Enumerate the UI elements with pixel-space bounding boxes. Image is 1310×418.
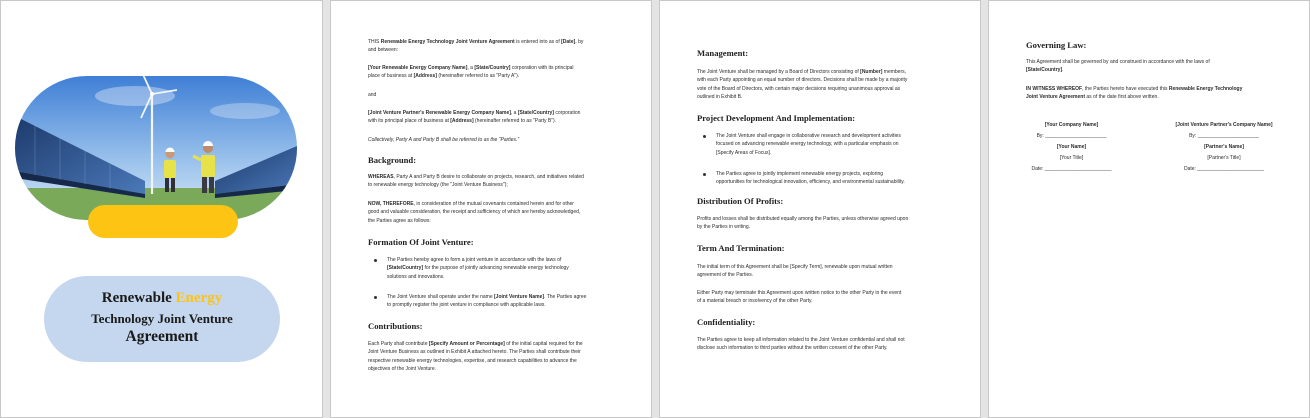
project-bullet-2: The Parties agree to jointly implement renewable energy projects, exploring opportunities for technological innovation, efficiency, and environmental sustainability.	[716, 171, 905, 186]
yellow-accent-pill	[88, 205, 238, 238]
solar-farm-photo	[15, 76, 297, 220]
whereas-paragraph: WHEREAS, Party A and Party B desire to collaborate on projects, research, and initiatives related to renewable energy technology (the "Joint Venture Business");	[368, 174, 584, 189]
sig-right-title: [Partner's Title]	[1207, 155, 1241, 161]
contributions-paragraph: Each Party shall contribute [Specify Amount or Percentage] of the initial capital required for the Joint Venture Business as outlined in Exhibit A attached hereto. The Parties shall contribute their respective renewable energy technologies, expertise, and research capabilities to advance the objectives of the Joint Venture.	[368, 341, 583, 373]
bullet-icon	[703, 173, 706, 176]
formation-bullet-2: The Joint Venture shall operate under the name [Joint Venture Name]. The Parties agree to promptly register the joint venture in compliance with applicable laws.	[387, 294, 587, 309]
intro-paragraph: THIS Renewable Energy Technology Joint Venture Agreement is entered into as of [Date], by and between:	[368, 39, 584, 54]
now-therefore-paragraph: NOW, THEREFORE, in consideration of the mutual covenants contained herein and for other good and valuable consideration, the receipt and sufficiency of which are hereby acknowledged, the Parties agree as follows:	[368, 201, 581, 224]
agreement-page-3	[659, 0, 981, 418]
profits-paragraph: Profits and losses shall be distributed equally among the Parties, unless otherwise agreed upon by the Parties in writing.	[697, 216, 909, 231]
party-b-paragraph: [Joint Venture Partner's Renewable Energy Company Name], a [State/Country] corporation with its principal place of business at [Address] (hereinafter referred to as "Party B").	[368, 110, 581, 125]
sig-right-company: [Joint Venture Partner's Company Name]	[1175, 122, 1273, 128]
term-heading: Term And Termination:	[697, 243, 785, 253]
governing-law-paragraph: This Agreement shall be governed by and construed in accordance with the laws of [State/Country].	[1026, 59, 1210, 74]
term-paragraph-1: The initial term of this Agreement shall be [Specify Term], renewable upon mutual written agreement of the Parties.	[697, 264, 893, 279]
sig-left-name: [Your Name]	[1056, 144, 1087, 150]
project-bullet-1: The Joint Venture shall engage in collaborative research and development activities focused on advancing renewable energy technology, with a particular emphasis on [Specify Areas of Focus].	[716, 133, 901, 156]
bullet-icon	[374, 296, 377, 299]
sig-left-title: [Your Title]	[1059, 155, 1084, 161]
formation-heading: Formation Of Joint Venture:	[368, 237, 474, 247]
profits-heading: Distribution Of Profits:	[697, 196, 784, 206]
governing-law-heading: Governing Law:	[1026, 40, 1087, 50]
and-text: and	[368, 92, 377, 98]
sig-right-by-line[interactable]: By: ______________________	[1189, 133, 1259, 139]
collective-text: Collectively, Party A and Party B shall be referred to as the "Parties."	[368, 137, 520, 143]
formation-bullet-1: The Parties hereby agree to form a joint venture in accordance with the laws of [State/Country] for the purpose of jointly advancing renewable energy technology solutions and innovations.	[387, 257, 569, 280]
cover-title-line3: Agreement	[125, 328, 199, 345]
signature-block-left	[1009, 121, 1134, 173]
management-paragraph: The Joint Venture shall be managed by a Board of Directors consisting of [Number] members, with each Party appointing an equal number of directors. Decisions shall be made by a majority vote of the Board of Directors, with certain major decisions requiring unanimous approval as outlined in Exhibit B.	[697, 69, 908, 101]
cover-title-accent: Energy	[175, 290, 223, 306]
bullet-icon	[703, 135, 706, 138]
cover-title-line2: Technology Joint Venture	[91, 311, 233, 326]
bullet-icon	[374, 259, 377, 262]
confidentiality-paragraph: The Parties agree to keep all information related to the Joint Venture confidential and shall not disclose such information to third parties without the written consent of the other Party.	[697, 337, 905, 352]
witness-paragraph: IN WITNESS WHEREOF, the Parties hereto have executed this Renewable Energy Technology Joint Venture Agreement as of the date first above written.	[1026, 86, 1243, 101]
agreement-page-2	[330, 0, 652, 418]
party-a-paragraph: [Your Renewable Energy Company Name], a [State/Country] corporation with its principal place of business at [Address] (hereinafter referred to as "Party A").	[368, 65, 574, 80]
sig-left-by-line[interactable]: By: ______________________	[1036, 133, 1107, 139]
solar-farm-engineers-photo-icon	[15, 76, 297, 220]
sig-right-date-line[interactable]: Date: ________________________	[1183, 166, 1265, 172]
term-paragraph-2: Either Party may terminate this Agreement upon written notice to the other Party in the event of a material breach or insolvency of the other Party.	[697, 290, 902, 305]
management-heading: Management:	[697, 48, 749, 58]
cover-page	[0, 0, 323, 418]
confidentiality-heading: Confidentiality:	[697, 317, 756, 327]
project-heading: Project Development And Implementation:	[697, 113, 856, 123]
cover-title-line1: Renewable Energy	[101, 290, 223, 306]
sig-left-company: [Your Company Name]	[1044, 122, 1099, 128]
background-heading: Background:	[368, 155, 417, 165]
contributions-heading: Contributions:	[368, 321, 423, 331]
sig-left-date-line[interactable]: Date: ________________________	[1031, 166, 1112, 172]
signature-block-right	[1149, 121, 1299, 173]
cover-title-block	[44, 276, 280, 362]
sig-right-name: [Partner's Name]	[1204, 144, 1244, 150]
agreement-page-4	[988, 0, 1310, 418]
